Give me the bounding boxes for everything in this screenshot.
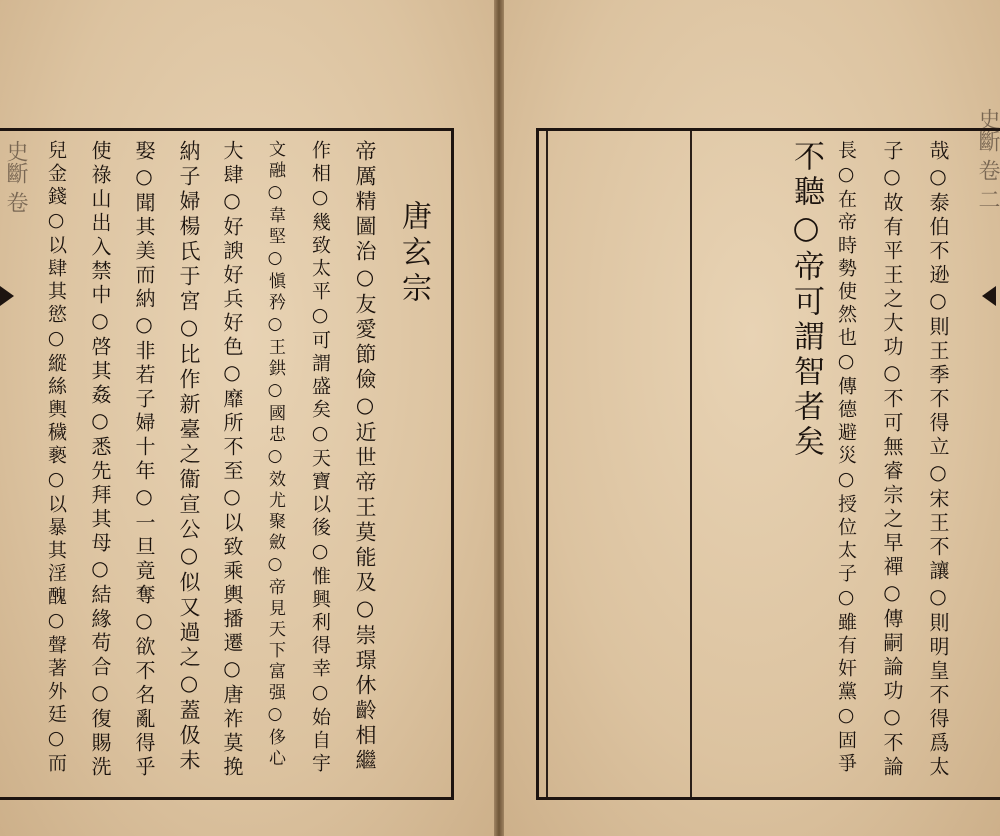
right-column-4: 不聽○帝可謂智者矣 bbox=[788, 140, 824, 460]
book-gutter bbox=[494, 0, 504, 836]
left-column-3: 文融○韋堅○愼矜○王鉷○國忠○效尤聚斂○帝見天下富强○侈心 bbox=[265, 140, 285, 770]
left-column-5: 納子婦楊氏于宮○比作新臺之衞宣公○似又過之○蓋伋未 bbox=[177, 140, 201, 774]
right-page-divider-1 bbox=[546, 131, 548, 797]
right-edge-marks: 史斷 卷 二 bbox=[975, 108, 1000, 210]
left-column-4: 大肆○好諛好兵好色○靡所不至○以致乘輿播遷○唐祚莫挽 bbox=[220, 140, 244, 780]
section-heading: 唐玄宗 bbox=[396, 200, 431, 308]
left-column-2: 作相○幾致太平○可謂盛矣○天寶以後○惟興利得幸○始自宇 bbox=[309, 140, 331, 776]
left-column-1: 帝厲精圖治○友愛節儉○近世帝王莫能及○崇璟休齡相繼 bbox=[353, 140, 377, 774]
fish-tail-mark-left bbox=[0, 286, 14, 306]
right-column-1: 哉○泰伯不逊○則王季不得立○宋王不讓○則明皇不得爲太 bbox=[926, 140, 950, 780]
left-column-8: 兒金錢○以肆其慾○縱絲輿穢褻○以暴其淫醜○聲著外廷○而 bbox=[45, 140, 67, 776]
right-page-divider-2 bbox=[690, 131, 692, 797]
left-column-7: 使祿山出入禁中○啓其姦○悉先拜其母○結緣苟合○復賜洗 bbox=[88, 140, 112, 780]
fish-tail-mark-right bbox=[982, 286, 996, 306]
right-column-2: 子○故有平王之大功○不可無睿宗之早禪○傳嗣論功○不論 bbox=[880, 140, 904, 780]
left-column-6: 娶○聞其美而納○非若子婦十年○一旦竟奪○欲不名亂得乎 bbox=[132, 140, 156, 780]
right-column-3: 長○在帝時勢使然也○傳德避災○授位太子○雖有奸黨○固爭 bbox=[835, 140, 857, 776]
left-edge-marks: 史斷 卷 bbox=[3, 140, 28, 213]
